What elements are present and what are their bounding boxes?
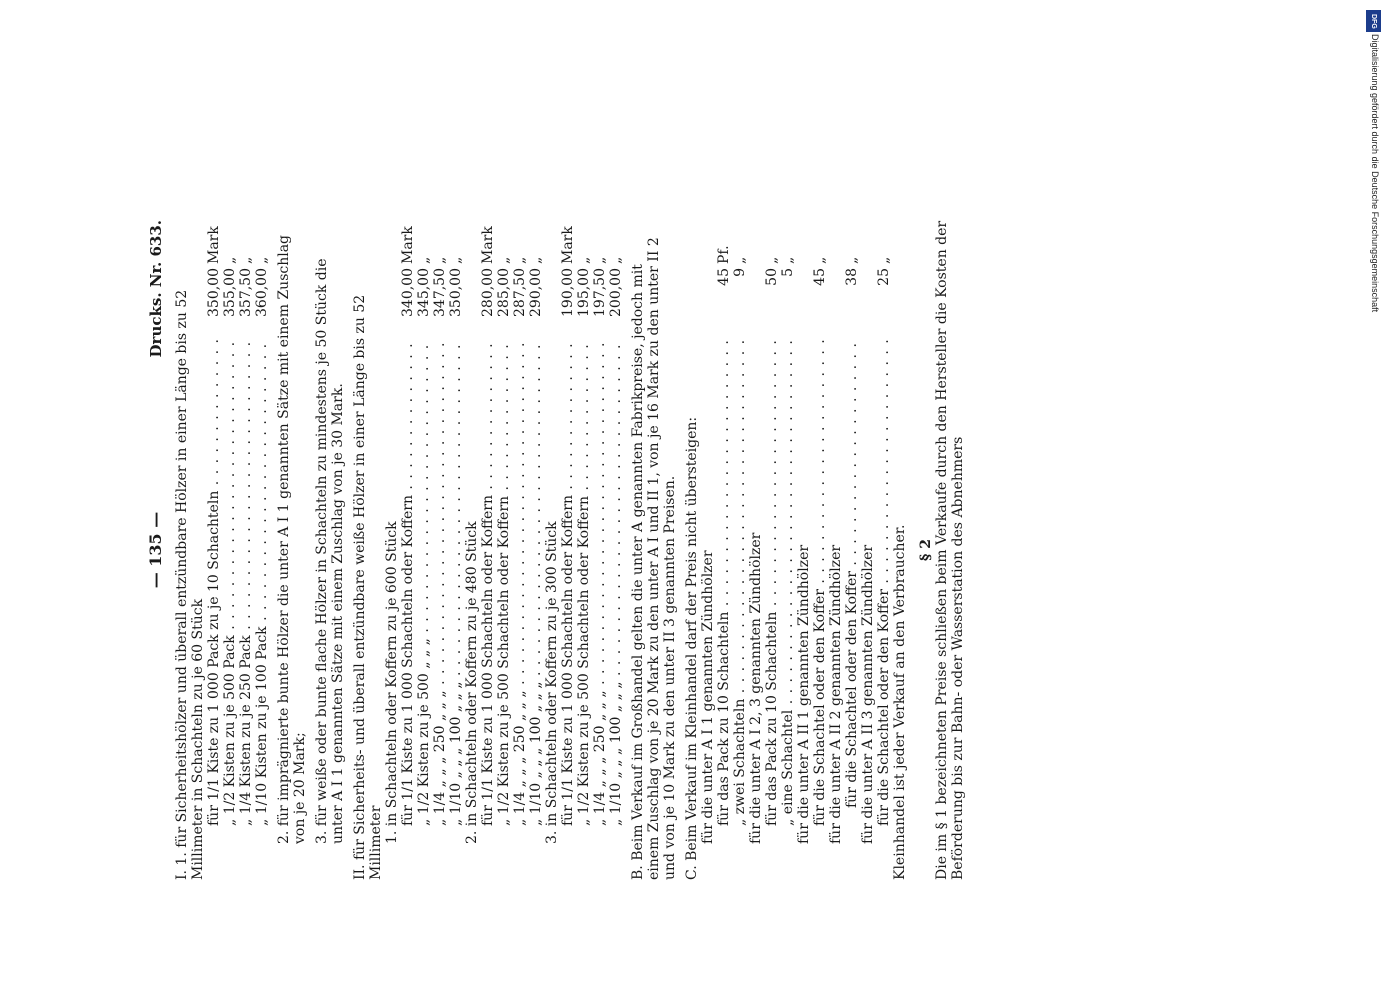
price-unit: „: [732, 256, 748, 264]
drucksache-number: Drucks. Nr. 633.: [147, 220, 165, 358]
price-amount: 5: [780, 268, 796, 277]
price-amount: 45: [716, 268, 732, 286]
price-unit: [828, 220, 844, 268]
section-I-item3: 3. für weiße oder bunte flache Hölzer in Schachteln zu mindestens je 50 Stück die unter A I 1 genannten Sätze mit einem Zuschlag von je 30 Mark.: [314, 258, 346, 844]
price-row: [448, 220, 464, 880]
page-header: [148, 220, 174, 880]
price-label: „ 1/10 Kisten zu je 100 Pack . . .: [254, 338, 270, 826]
section-I-numeral: I.: [174, 870, 190, 880]
price-amount: [828, 268, 844, 338]
price-label: für 1/1 Kiste zu 1 000 Schachteln oder Koffern . . .: [480, 338, 496, 826]
section-II-intro: II. für Sicherheits- und überall entzündbare weiße Hölzer in einer Länge bis zu 52 Millimeter: [352, 294, 384, 880]
price-unit: Mark: [560, 226, 576, 264]
price-label: für die unter A II 1 genannten Zündhölzer: [796, 544, 812, 844]
price-row: [254, 220, 270, 880]
price-row: [860, 220, 876, 880]
price-unit: „: [812, 256, 828, 264]
price-label: „ 1/4 „ „ „ 250 „ „ „ . . .: [592, 338, 608, 826]
price-row: [732, 220, 748, 880]
price-amount: 350,00: [206, 268, 222, 317]
price-unit: „: [608, 256, 624, 264]
section-I: [174, 220, 346, 880]
price-unit: Pf.: [716, 245, 732, 264]
price-label: für 1/1 Kiste zu 1 000 Schachteln oder Koffern . . .: [400, 338, 416, 826]
section-B: B. Beim Verkauf im Großhandel gelten die unter A genannten Fabrikpreise, jedoch mit einem Zuschlag von je 20 Mark zu den unter A I und II 1, von je 16 Mark zu den unter II 2 und von je 10 Mark zu den unter II 3 genannten Preisen.: [630, 237, 678, 880]
price-row: [206, 220, 222, 880]
price-amount: 345,00: [416, 268, 432, 317]
price-unit: „: [222, 256, 238, 264]
price-amount: 287,50: [512, 268, 528, 317]
document-page: [148, 0, 1228, 1000]
price-label: „ 1/4 „ „ „ 250 „ „ „ . . .: [512, 338, 528, 826]
price-unit: „: [432, 256, 448, 264]
section-I-item2: 2. für imprägnierte bunte Hölzer die unter A I 1 genannten Sätze mit einem Zuschlag von je 20 Mark;: [276, 234, 308, 844]
price-label: „ 1/4 Kisten zu je 250 Pack . . .: [238, 338, 254, 826]
dfg-credit-text: Digitalisierung gefördert durch die Deutsche Forschungsgemeinschaft: [1370, 34, 1380, 313]
page-number: — 135 —: [146, 511, 165, 589]
price-amount: 25: [876, 268, 892, 286]
price-unit: Mark: [206, 226, 222, 264]
price-row: [576, 220, 592, 880]
price-amount: 285,00: [496, 268, 512, 317]
price-amount: 350,00: [448, 268, 464, 317]
price-amount: [796, 268, 812, 338]
price-row: [748, 220, 764, 880]
price-unit: Mark: [400, 226, 416, 264]
price-amount: 360,00: [254, 268, 270, 317]
price-row: [700, 220, 716, 880]
price-amount: 200,00: [608, 268, 624, 317]
price-amount: 340,00: [400, 268, 416, 317]
price-amount: [700, 268, 716, 338]
section-C: [684, 220, 908, 880]
section-I-item1-text: 1. für Sicherheitshölzer und überall entzündbare Hölzer in einer Länge bis zu 52 Millimeter in Schachteln zu je 60 Stück: [174, 289, 206, 880]
section-C-intro: C. Beim Verkauf im Kleinhandel darf der Preis nicht übersteigen:: [684, 416, 700, 880]
price-label: für die Schachtel oder den Koffer . . .: [844, 338, 860, 808]
price-row: [828, 220, 844, 880]
price-row: [796, 220, 812, 880]
price-unit: [700, 220, 716, 268]
price-row: [512, 220, 528, 880]
price-row: [432, 220, 448, 880]
price-row: [560, 220, 576, 880]
price-row: [764, 220, 780, 880]
price-amount: 280,00: [480, 268, 496, 317]
price-row: [608, 220, 624, 880]
price-unit: „: [448, 256, 464, 264]
price-unit: „: [876, 256, 892, 264]
price-row: [496, 220, 512, 880]
price-amount: [748, 268, 764, 338]
price-row: [416, 220, 432, 880]
price-row: [592, 220, 608, 880]
price-label: „ 1/2 Kisten zu je 500 „ „ „ . . .: [416, 338, 432, 826]
paragraph-2-title: § 2: [918, 539, 934, 561]
price-unit: [748, 220, 764, 268]
rotated-page-content: [148, 220, 1228, 880]
price-row: [480, 220, 496, 880]
section-II: [352, 220, 624, 880]
price-label: „ eine Schachtel . . .: [780, 338, 796, 826]
price-row: [876, 220, 892, 880]
section-II-group1-heading: 1. in Schachteln oder Koffern zu je 600 Stück: [384, 521, 400, 844]
price-amount: 357,50: [238, 268, 254, 317]
price-unit: „: [416, 256, 432, 264]
price-amount: 190,00: [560, 268, 576, 317]
price-label: für die Schachtel oder den Koffer . . .: [812, 338, 828, 826]
price-amount: 45: [812, 268, 828, 286]
price-label: für die unter A I 2, 3 genannten Zündhölzer: [748, 532, 764, 844]
price-label: für die unter A II 2 genannten Zündhölzer: [828, 544, 844, 844]
price-row: [716, 220, 732, 880]
price-unit: „: [254, 256, 270, 264]
section-C-closing: Kleinhandel ist jeder Verkauf an den Verbraucher.: [892, 524, 908, 880]
price-amount: 38: [844, 268, 860, 286]
section-I-item1-intro: [174, 220, 206, 880]
price-label: „ 1/10 „ „ „ 100 „ „ „ . . .: [448, 338, 464, 826]
price-amount: 195,00: [576, 268, 592, 317]
section-II-group2-heading: 2. in Schachteln oder Koffern zu je 480 Stück: [464, 521, 480, 844]
price-amount: 290,00: [528, 268, 544, 317]
price-label: „ 1/10 „ „ „ 100 „ „ „ . . .: [608, 338, 624, 826]
price-amount: 355,00: [222, 268, 238, 317]
price-unit: „: [764, 256, 780, 264]
price-row: [238, 220, 254, 880]
price-amount: [860, 268, 876, 338]
price-row: [400, 220, 416, 880]
price-unit: „: [576, 256, 592, 264]
dfg-logo: DFG: [1366, 10, 1381, 32]
price-label: „ 1/10 „ „ „ 100 „ „ „ . . .: [528, 338, 544, 826]
price-amount: 197,50: [592, 268, 608, 317]
price-amount: 347,50: [432, 268, 448, 317]
price-label: „ 1/2 Kisten zu je 500 Pack . . .: [222, 338, 238, 826]
price-row: [222, 220, 238, 880]
price-row: [780, 220, 796, 880]
price-unit: Mark: [480, 226, 496, 264]
price-label: für das Pack zu 10 Schachteln . . .: [764, 338, 780, 826]
price-row: [844, 220, 860, 880]
price-unit: „: [528, 256, 544, 264]
price-label: „ 1/2 Kisten zu je 500 Schachteln oder Koffern . . .: [576, 338, 592, 826]
price-unit: „: [496, 256, 512, 264]
price-row: [812, 220, 828, 880]
price-label: „ 1/2 Kisten zu je 500 Schachteln oder Koffern . . .: [496, 338, 512, 826]
price-unit: „: [512, 256, 528, 264]
price-label: für die unter A II 3 genannten Zündhölzer: [860, 544, 876, 844]
price-amount: 50: [764, 268, 780, 286]
price-label: „ 1/4 „ „ „ 250 „ „ „ . . .: [432, 338, 448, 826]
price-unit: „: [592, 256, 608, 264]
price-unit: „: [238, 256, 254, 264]
dfg-credit: [1364, 10, 1383, 390]
price-amount: 9: [732, 268, 748, 277]
price-label: für 1/1 Kiste zu 1 000 Pack zu je 10 Schachteln . . .: [206, 338, 222, 826]
price-unit: [860, 220, 876, 268]
section-C-rows: [700, 220, 892, 880]
price-unit: [796, 220, 812, 268]
price-label: für die Schachtel oder den Koffer . . .: [876, 338, 892, 826]
price-row: [528, 220, 544, 880]
price-unit: „: [780, 256, 796, 264]
price-label: für 1/1 Kiste zu 1 000 Schachteln oder Koffern . . .: [560, 338, 576, 826]
section-II-group3-heading: 3. in Schachteln oder Koffern zu je 300 Stück: [544, 521, 560, 844]
page-text: [148, 220, 1228, 880]
price-label: für das Pack zu 10 Schachteln . . .: [716, 338, 732, 826]
price-label: „ zwei Schachteln . . .: [732, 338, 748, 826]
paragraph-2-text: Die im § 1 bezeichneten Preise schließen beim Verkaufe durch den Hersteller die Kosten der Beförderung bis zur Bahn- oder Wasserstation des Abnehmers: [934, 220, 966, 880]
price-label: für die unter A I 1 genannten Zündhölzer: [700, 550, 716, 844]
price-unit: „: [844, 256, 860, 264]
